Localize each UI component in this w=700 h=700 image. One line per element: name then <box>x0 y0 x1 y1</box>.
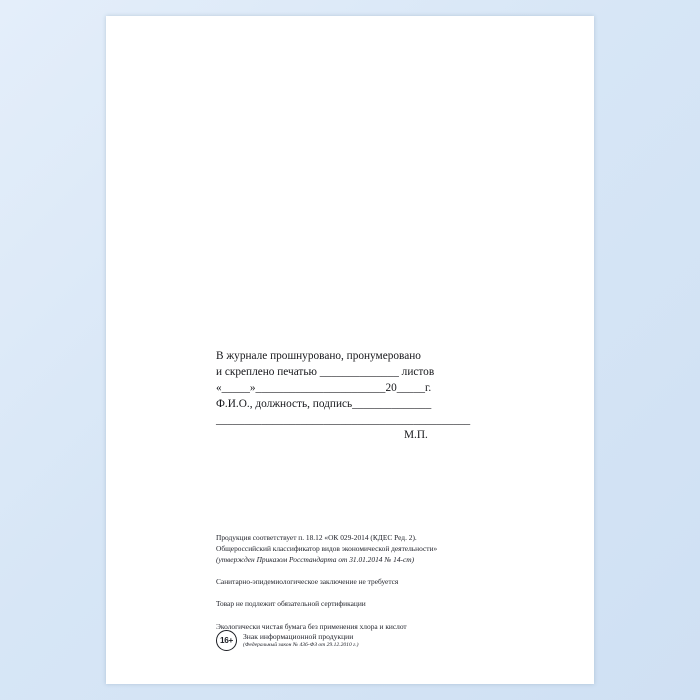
certification-line-2: и скреплено печатью ______________ листов <box>216 366 435 379</box>
legal-notes-block <box>216 532 566 643</box>
journal-certification-block <box>216 348 546 428</box>
seal-place-label: М.П. <box>404 429 428 441</box>
legal-okved-line-1: Продукция соответствует п. 18.12 «ОК 029-2014 (КДЕС Ред. 2). <box>216 533 417 542</box>
age-rating-title: Знак информационной продукции <box>243 631 354 641</box>
age-rating-badge-icon: 16+ <box>216 630 237 651</box>
certification-line-4: Ф.И.О., должность, подпись______________ <box>216 398 432 411</box>
certification-line-5: _____________________________________________ <box>216 414 471 427</box>
certification-line-1: В журнале прошнуровано, пронумеровано <box>216 350 421 362</box>
document-page <box>106 16 594 684</box>
legal-group-sanitary <box>216 576 566 587</box>
certification-line-3: «_____»_______________________20_____г. <box>216 382 432 395</box>
legal-ecology-note: Экологически чистая бумага без применения хлора и кислот <box>216 621 407 631</box>
legal-certification-note: Товар не подлежит обязательной сертификации <box>216 599 366 609</box>
age-rating-texts <box>243 632 359 650</box>
legal-okved-line-3: (утвержден Приказом Росстандарта от 31.01.2014 № 14-ст) <box>216 555 415 565</box>
age-rating-row <box>216 630 359 651</box>
legal-group-certification <box>216 598 566 609</box>
legal-group-okved <box>216 532 566 565</box>
legal-okved-line-2: Общероссийский классификатор видов экономической деятельности» <box>216 544 438 554</box>
legal-sanitary-note: Санитарно-эпидемиологическое заключение не требуется <box>216 577 399 587</box>
age-rating-law-reference: (Федеральный закон № 436-ФЗ от 29.12.2010 г.) <box>243 641 359 648</box>
